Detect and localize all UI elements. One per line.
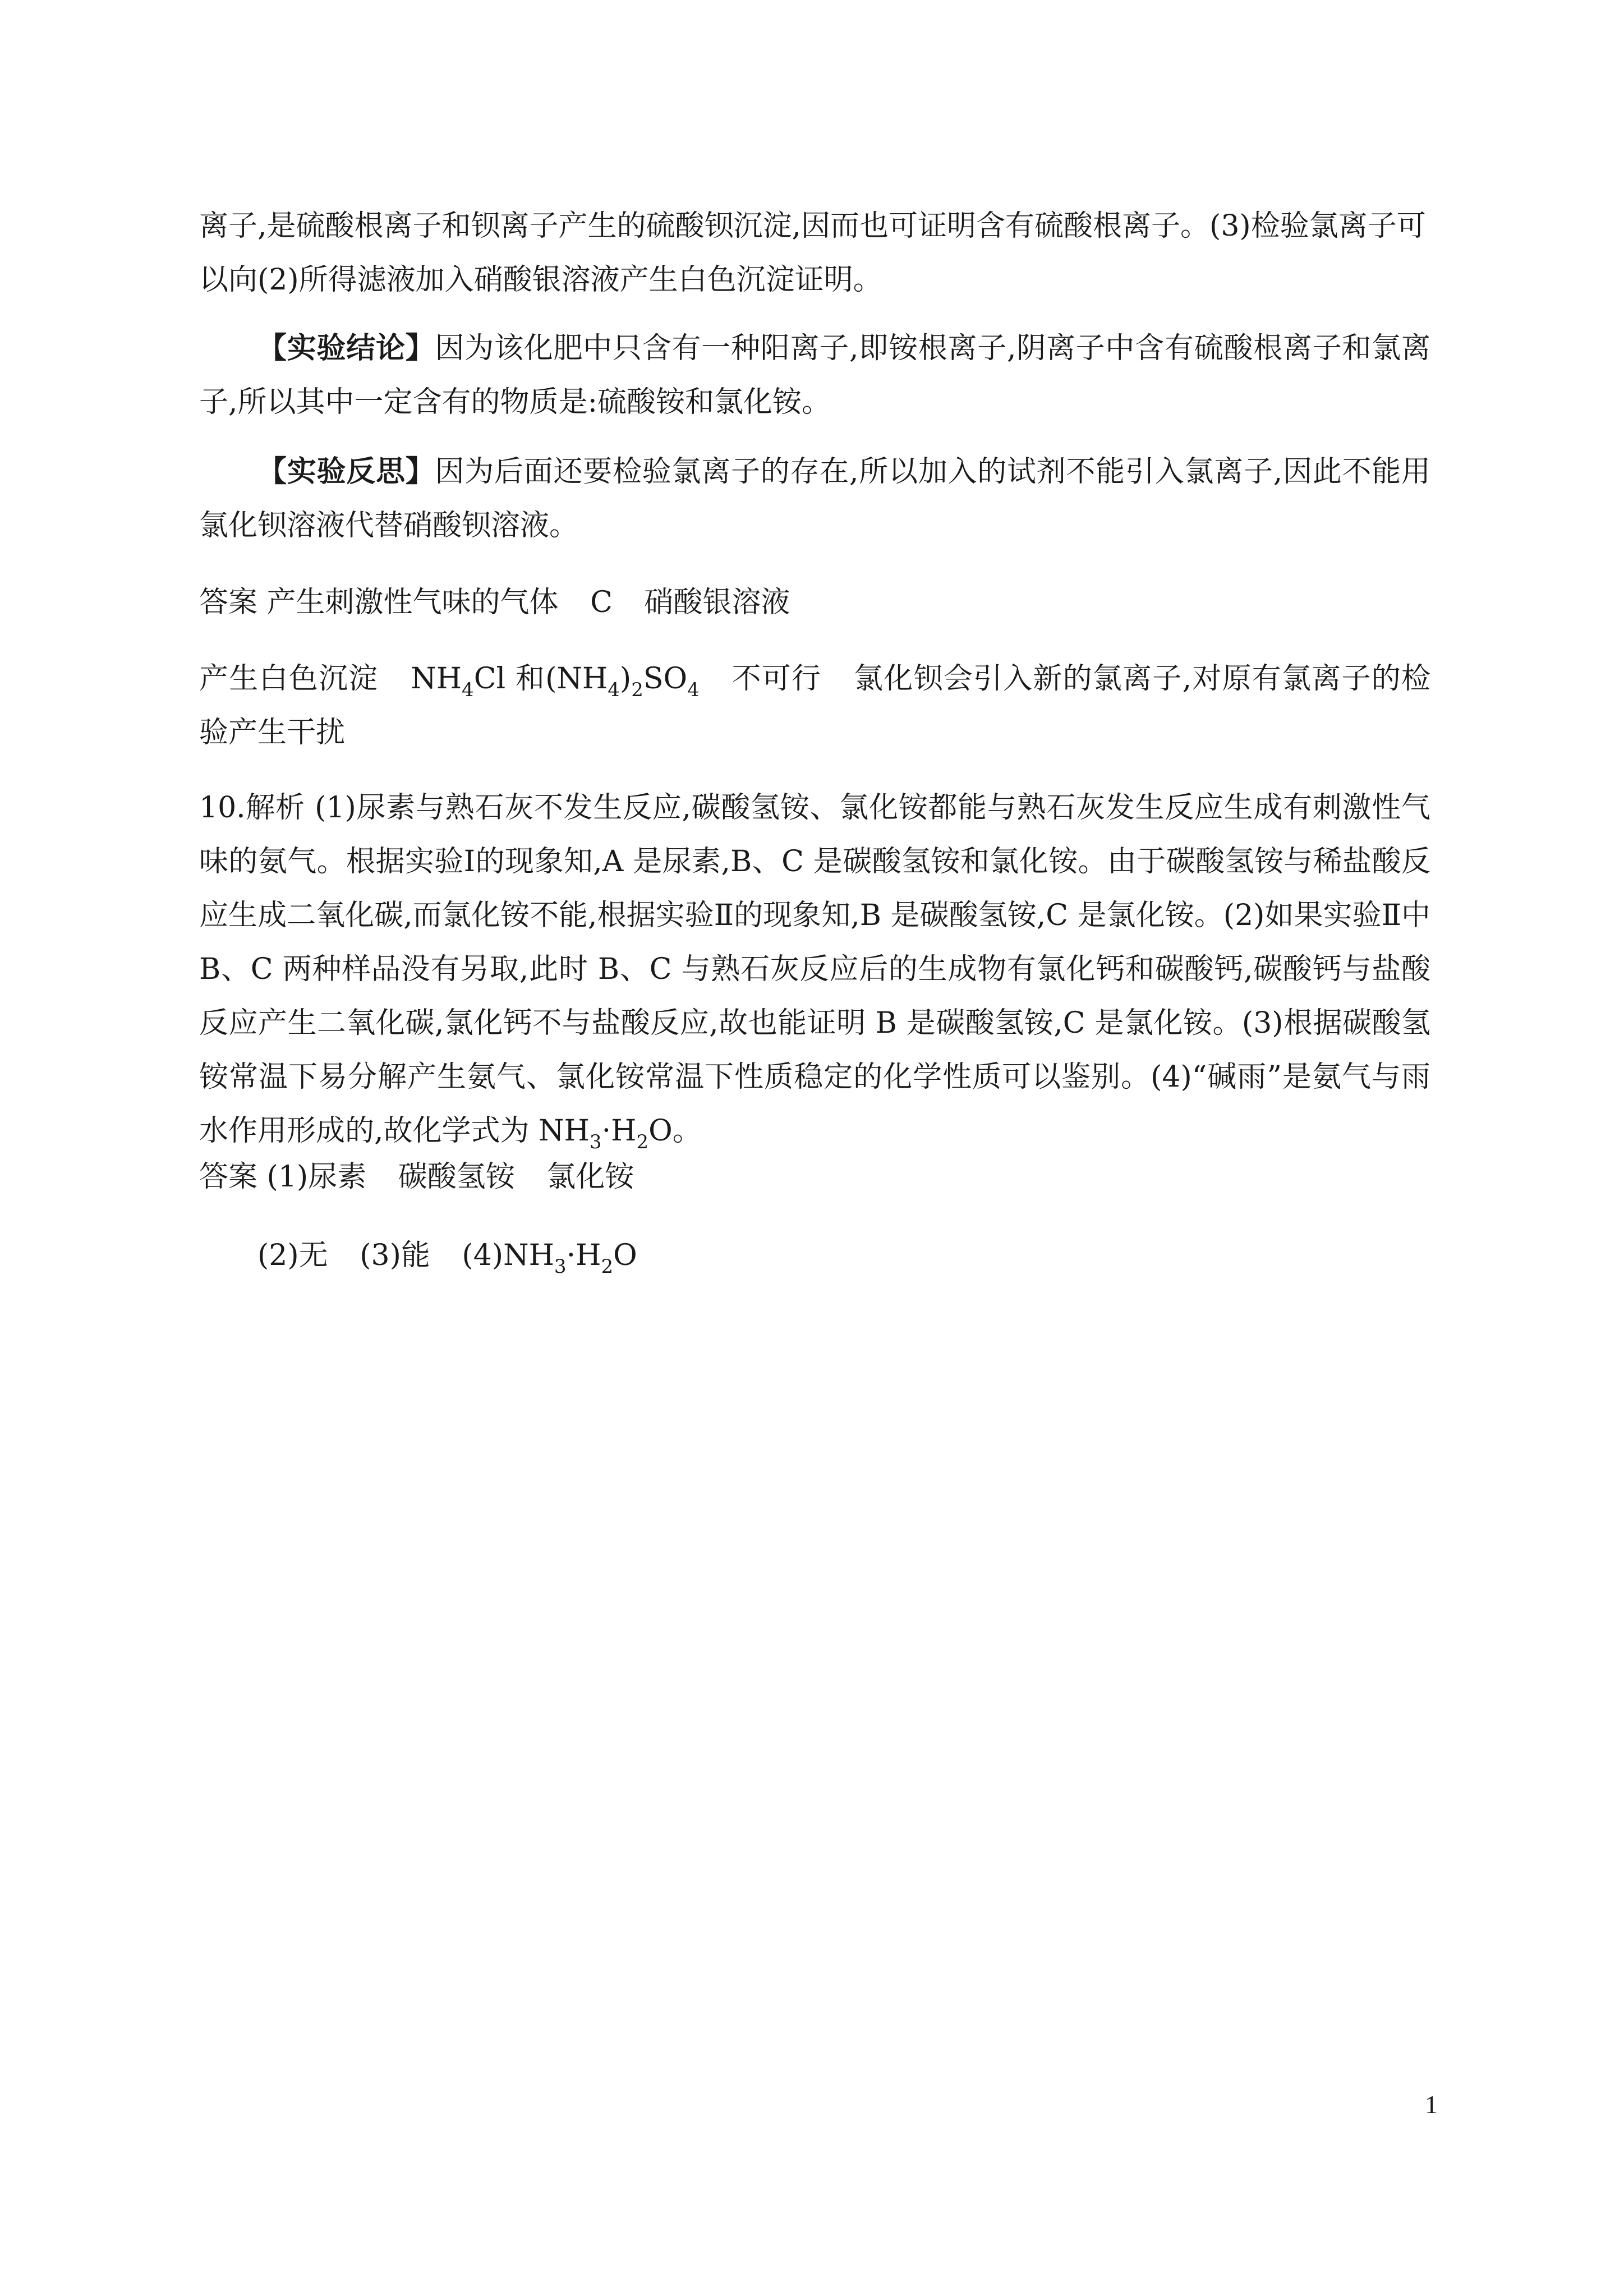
experiment-conclusion	[199, 321, 1430, 429]
answer-item: 产生白色沉淀	[199, 662, 379, 696]
answer-item: 氯化铵	[546, 1160, 634, 1194]
page-number: 1	[1425, 2090, 1438, 2119]
answer-label: 答案	[199, 586, 258, 619]
analysis-10	[199, 781, 1430, 1158]
analysis-text: (1)尿素与熟石灰不发生反应,碳酸氢铵、氯化铵都能与熟石灰发生反应生成有刺激性气味的氨气。根据实验Ⅰ的现象知,A 是尿素,B、C 是碳酸氢铵和氯化铵。由于碳酸氢铵与稀盐酸反应生成二氧化碳,而氯化铵不能,根据实验Ⅱ的现象知,B 是碳酸氢铵,C 是氯化铵。(2)如果实验Ⅱ中 B、C 两种样品没有另取,此时 B、C 与熟石灰反应后的生成物有氯化钙和碳酸钙,碳酸钙与盐酸反应产生二氧化碳,氯化钙不与盐酸反应,故也能证明 B 是碳酸氢铵,C 是氯化铵。(3)根据碳酸氢铵常温下易分解产生氨气、氯化铵常温下性质稳定的化学性质可以鉴别。(4)“碱雨”是氨气与雨水作用形成的,故化学式为 $NH_3\cdot H_2O$。	[199, 791, 1430, 1153]
reflection-heading: 【实验反思】	[257, 454, 435, 489]
answer-item: (3)能	[360, 1239, 430, 1272]
answer-item: 硝酸银溶液	[644, 586, 790, 619]
reflection-text: 因为后面还要检验氯离子的存在,所以加入的试剂不能引入氯离子,因此不能用氯化钡溶液代替硝酸钡溶液。	[199, 455, 1430, 542]
chemical-formula: $(4)NH_3\cdot H_2O$	[462, 1239, 637, 1278]
conclusion-heading: 【实验结论】	[257, 331, 435, 365]
chemical-formula: $NH_4Cl$ 和$(NH_4)_2SO_4$	[411, 662, 700, 701]
answer-10-line1	[199, 1150, 1430, 1204]
paragraph-line: 以向(2)所得滤液加入硝酸银溶液产生白色沉淀证明。	[199, 263, 882, 297]
paragraph-line: 离子,是硫酸根离子和钡离子产生的硫酸钡沉淀,因而也可证明含有硫酸根离子。(3)检验氯离子可	[199, 209, 1426, 243]
answer-label: 答案	[199, 1160, 258, 1194]
answer-9-line2	[199, 652, 1430, 760]
question-number: 10.	[199, 791, 246, 825]
answer-item: 氯化钡会引入新的氯离子,对原有氯离子的检验产生干扰	[199, 662, 1430, 749]
answer-item: 碳酸氢铵	[398, 1160, 515, 1194]
answer-item: C	[590, 586, 613, 619]
answer-item: (1)尿素	[266, 1160, 367, 1194]
paragraph-continuation	[199, 199, 1430, 307]
conclusion-text: 因为该化肥中只含有一种阳离子,即铵根离子,阴离子中含有硫酸根离子和氯离子,所以其中一定含有的物质是:硫酸铵和氯化铵。	[199, 332, 1430, 419]
answer-9-line1	[199, 576, 1430, 629]
experiment-reflection	[199, 445, 1430, 553]
answer-10-line2	[199, 1228, 1489, 1282]
answer-item: 不可行	[732, 662, 822, 696]
analysis-label: 解析	[245, 791, 305, 825]
answer-item: (2)无	[257, 1239, 328, 1272]
answer-item: 产生刺激性气味的气体	[266, 586, 559, 619]
